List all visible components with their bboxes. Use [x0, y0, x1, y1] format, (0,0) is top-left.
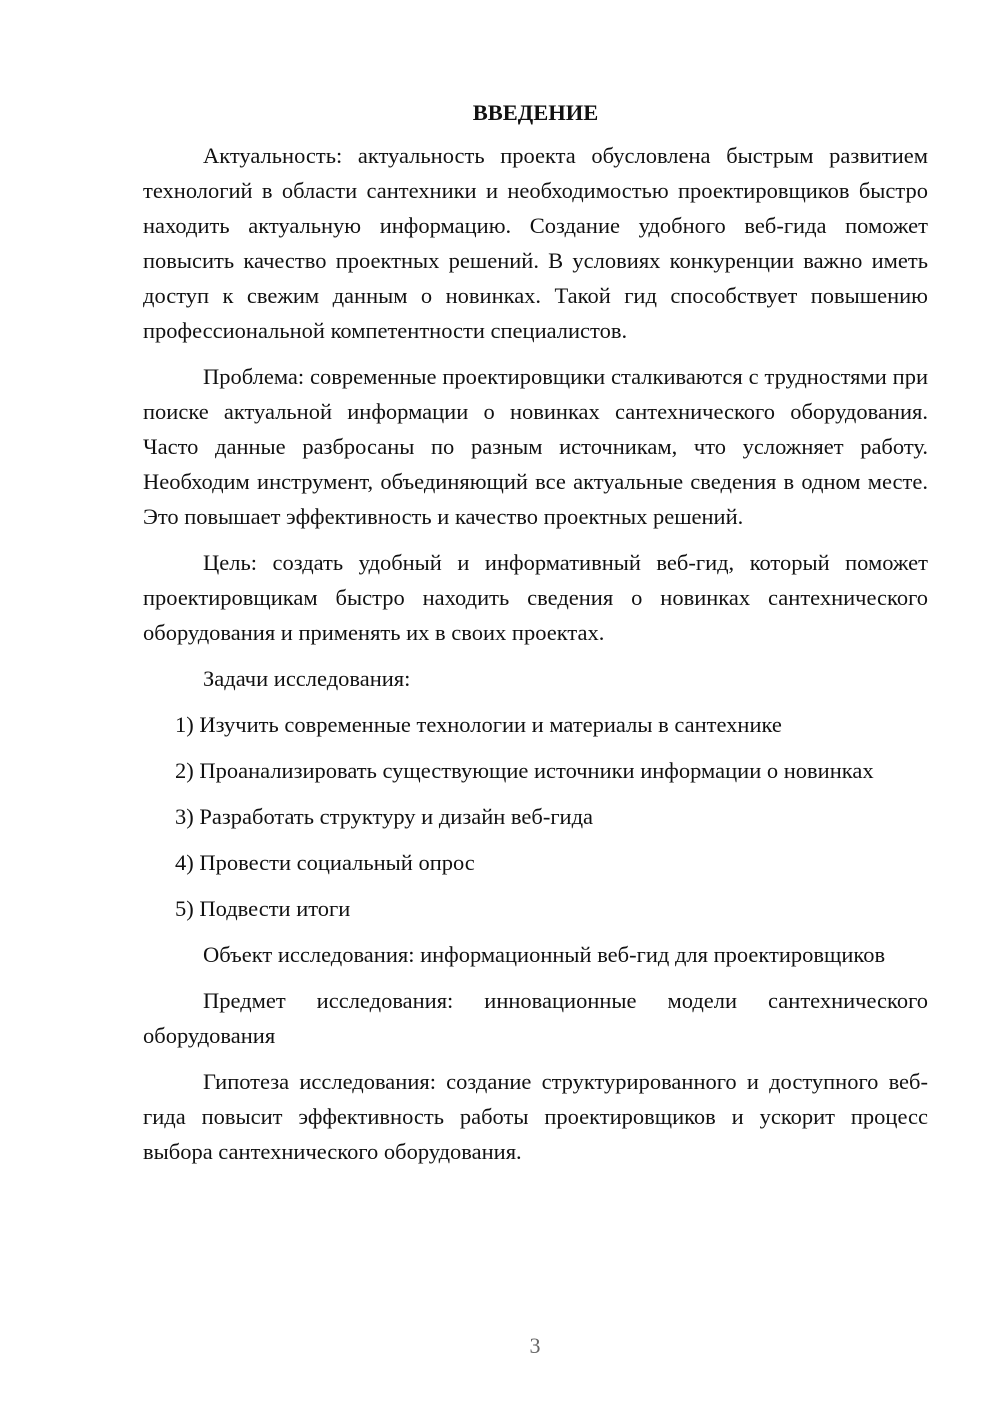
page-number: 3: [529, 1333, 541, 1358]
paragraph-object: Объект исследования: информационный веб-гид для проектировщиков: [203, 942, 886, 967]
task-item-1: 1) Изучить современные технологии и материалы в сантехнике: [175, 712, 782, 737]
paragraph-problem: Проблема: современные проектировщики сталкиваются с трудностями при поиске актуальной информации о новинках сантехнического оборудования. Часто данные разбросаны по разным источникам, что усложняет работу. Необходим инструмент, объединяющий все актуальные сведения в одном месте. Это повышает эффективность и качество проектных решений.: [143, 364, 928, 529]
task-item-5: 5) Подвести итоги: [175, 896, 351, 921]
paragraph-hypothesis: Гипотеза исследования: создание структурированного и доступного веб-гида повысит эффективность работы проектировщиков и ускорит процесс выбора сантехнического оборудования.: [143, 1069, 928, 1164]
paragraph-goal: Цель: создать удобный и информативный веб-гид, который поможет проектировщикам быстро находить сведения о новинках сантехнического оборудования и применять их в своих проектах.: [143, 550, 928, 645]
tasks-heading: Задачи исследования:: [203, 666, 411, 691]
paragraph-relevance: Актуальность: актуальность проекта обусловлена быстрым развитием технологий в области сантехники и необходимостью проектировщиков быстро находить актуальную информацию. Создание удобного веб-гида поможет повысить качество проектных решений. В условиях конкуренции важно иметь доступ к свежим данным о новинках. Такой гид способствует повышению профессиональной компетентности специалистов.: [143, 143, 928, 343]
document-page: [143, 95, 928, 1180]
paragraph-subject: Предмет исследования: инновационные модели сантехнического оборудования: [143, 988, 928, 1048]
task-item-2: 2) Проанализировать существующие источники информации о новинках: [175, 758, 874, 783]
task-item-4: 4) Провести социальный опрос: [175, 850, 475, 875]
section-title: ВВЕДЕНИЕ: [472, 100, 599, 125]
task-item-3: 3) Разработать структуру и дизайн веб-гида: [175, 804, 594, 829]
